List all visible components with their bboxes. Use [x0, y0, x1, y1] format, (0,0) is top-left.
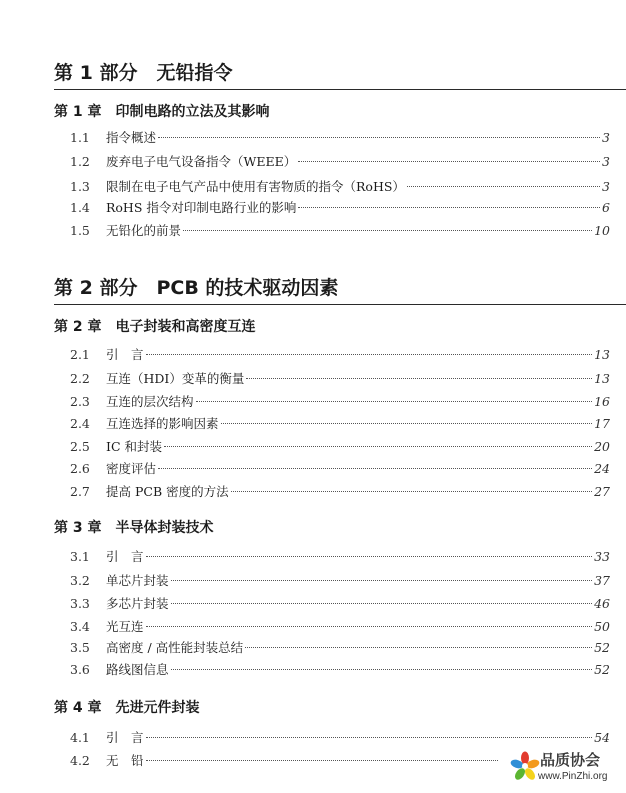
dot-leader — [171, 580, 593, 581]
section-title: 无 铅 — [106, 753, 144, 768]
chapter-title: 第 4 章 先进元件封装 — [54, 700, 200, 716]
section-number: 2.1 — [70, 347, 90, 362]
toc-entry[interactable] — [70, 617, 610, 637]
chapter-title: 第 3 章 半导体封装技术 — [54, 520, 214, 536]
toc-entry[interactable] — [70, 345, 610, 365]
dot-leader — [231, 491, 592, 492]
section-title: 互连的层次结构 — [106, 394, 194, 409]
dot-leader — [298, 161, 600, 162]
section-title: 互连（HDI）变革的衡量 — [106, 371, 245, 386]
part-title: 第 1 部分 无铅指令 — [54, 61, 626, 90]
toc-entry[interactable] — [70, 392, 610, 412]
dot-leader — [221, 423, 593, 424]
toc-entry[interactable] — [70, 482, 610, 502]
page-number: 13 — [594, 371, 610, 386]
toc-entry[interactable] — [70, 571, 610, 591]
section-number: 2.6 — [70, 461, 90, 476]
section-number: 2.3 — [70, 394, 90, 409]
dot-leader — [158, 468, 592, 469]
toc-entry[interactable] — [70, 369, 610, 389]
chapter-title: 第 2 章 电子封装和高密度互连 — [54, 319, 256, 335]
section-title: 高密度 / 高性能封装总结 — [106, 640, 244, 655]
section-title: 指令概述 — [106, 130, 157, 145]
watermark — [510, 749, 620, 789]
section-number: 1.3 — [70, 179, 90, 194]
section-number: 1.4 — [70, 200, 90, 215]
toc-entry[interactable] — [70, 128, 610, 148]
section-number: 3.1 — [70, 549, 90, 564]
page-number: 3 — [602, 130, 610, 145]
dot-leader — [158, 137, 600, 138]
toc-entry[interactable] — [70, 728, 610, 748]
section-title: 引 言 — [106, 347, 144, 362]
section-number: 3.2 — [70, 573, 90, 588]
toc-entry[interactable] — [70, 198, 610, 218]
dot-leader — [183, 230, 592, 231]
toc-entry[interactable] — [70, 660, 610, 680]
section-number: 3.5 — [70, 640, 90, 655]
dot-leader — [146, 556, 593, 557]
section-title: 密度评估 — [106, 461, 157, 476]
section-title: 互连选择的影响因素 — [106, 416, 219, 431]
section-number: 1.1 — [70, 130, 90, 145]
section-number: 3.4 — [70, 619, 90, 634]
section-title: 无铅化的前景 — [106, 223, 182, 238]
toc-entry[interactable] — [70, 751, 500, 771]
watermark-title: 品质协会 — [540, 751, 601, 769]
dot-leader — [196, 401, 593, 402]
section-title: 光互连 — [106, 619, 144, 634]
toc-entry[interactable] — [70, 437, 610, 457]
page-number: 17 — [594, 416, 610, 431]
dot-leader — [298, 207, 600, 208]
section-title: 多芯片封装 — [106, 596, 169, 611]
page-number: 52 — [594, 640, 610, 655]
section-title: 单芯片封装 — [106, 573, 169, 588]
part-title: 第 2 部分 PCB 的技术驱动因素 — [54, 276, 626, 305]
toc-entry[interactable] — [70, 594, 610, 614]
page-number: 6 — [602, 200, 610, 215]
chapter-title: 第 1 章 印制电路的立法及其影响 — [54, 104, 270, 120]
page-number: 52 — [594, 662, 610, 677]
section-title: 提高 PCB 密度的方法 — [106, 484, 229, 499]
section-title: IC 和封装 — [106, 439, 162, 454]
dot-leader — [246, 378, 592, 379]
dot-leader — [146, 354, 593, 355]
toc-entry[interactable] — [70, 547, 610, 567]
page-number: 46 — [594, 596, 610, 611]
section-number: 2.5 — [70, 439, 90, 454]
toc-entry[interactable] — [70, 221, 610, 241]
dot-leader — [146, 760, 498, 761]
dot-leader — [171, 603, 593, 604]
section-number: 2.7 — [70, 484, 90, 499]
section-title: 限制在电子电气产品中使用有害物质的指令（RoHS） — [106, 179, 405, 194]
section-number: 1.5 — [70, 223, 90, 238]
dot-leader — [164, 446, 592, 447]
page-number: 16 — [594, 394, 610, 409]
page-number: 37 — [594, 573, 610, 588]
toc-entry[interactable] — [70, 414, 610, 434]
page-number: 54 — [594, 730, 610, 745]
page-number: 10 — [594, 223, 610, 238]
page-number: 13 — [594, 347, 610, 362]
section-title: 废弃电子电气设备指令（WEEE） — [106, 154, 297, 169]
dot-leader — [146, 626, 593, 627]
toc-entry[interactable] — [70, 638, 610, 658]
section-title: 引 言 — [106, 549, 144, 564]
section-title: 引 言 — [106, 730, 144, 745]
page-number: 3 — [602, 179, 610, 194]
page-number: 27 — [594, 484, 610, 499]
section-number: 2.2 — [70, 371, 90, 386]
dot-leader — [146, 737, 593, 738]
section-number: 3.6 — [70, 662, 90, 677]
page-number: 3 — [602, 154, 610, 169]
page-number: 24 — [594, 461, 610, 476]
section-title: RoHS 指令对印制电路行业的影响 — [106, 200, 297, 215]
dot-leader — [171, 669, 593, 670]
toc-entry[interactable] — [70, 177, 610, 197]
dot-leader — [245, 647, 592, 648]
section-title: 路线图信息 — [106, 662, 169, 677]
section-number: 4.1 — [70, 730, 90, 745]
toc-entry[interactable] — [70, 459, 610, 479]
section-number: 3.3 — [70, 596, 90, 611]
dot-leader — [407, 186, 600, 187]
page-number: 33 — [594, 549, 610, 564]
section-number: 1.2 — [70, 154, 90, 169]
watermark-url: www.PinZhi.org — [538, 771, 608, 782]
page-number: 50 — [594, 619, 610, 634]
flower-logo-icon — [510, 751, 540, 781]
section-number: 4.2 — [70, 753, 90, 768]
toc-entry[interactable] — [70, 152, 610, 172]
section-number: 2.4 — [70, 416, 90, 431]
page-number: 20 — [594, 439, 610, 454]
